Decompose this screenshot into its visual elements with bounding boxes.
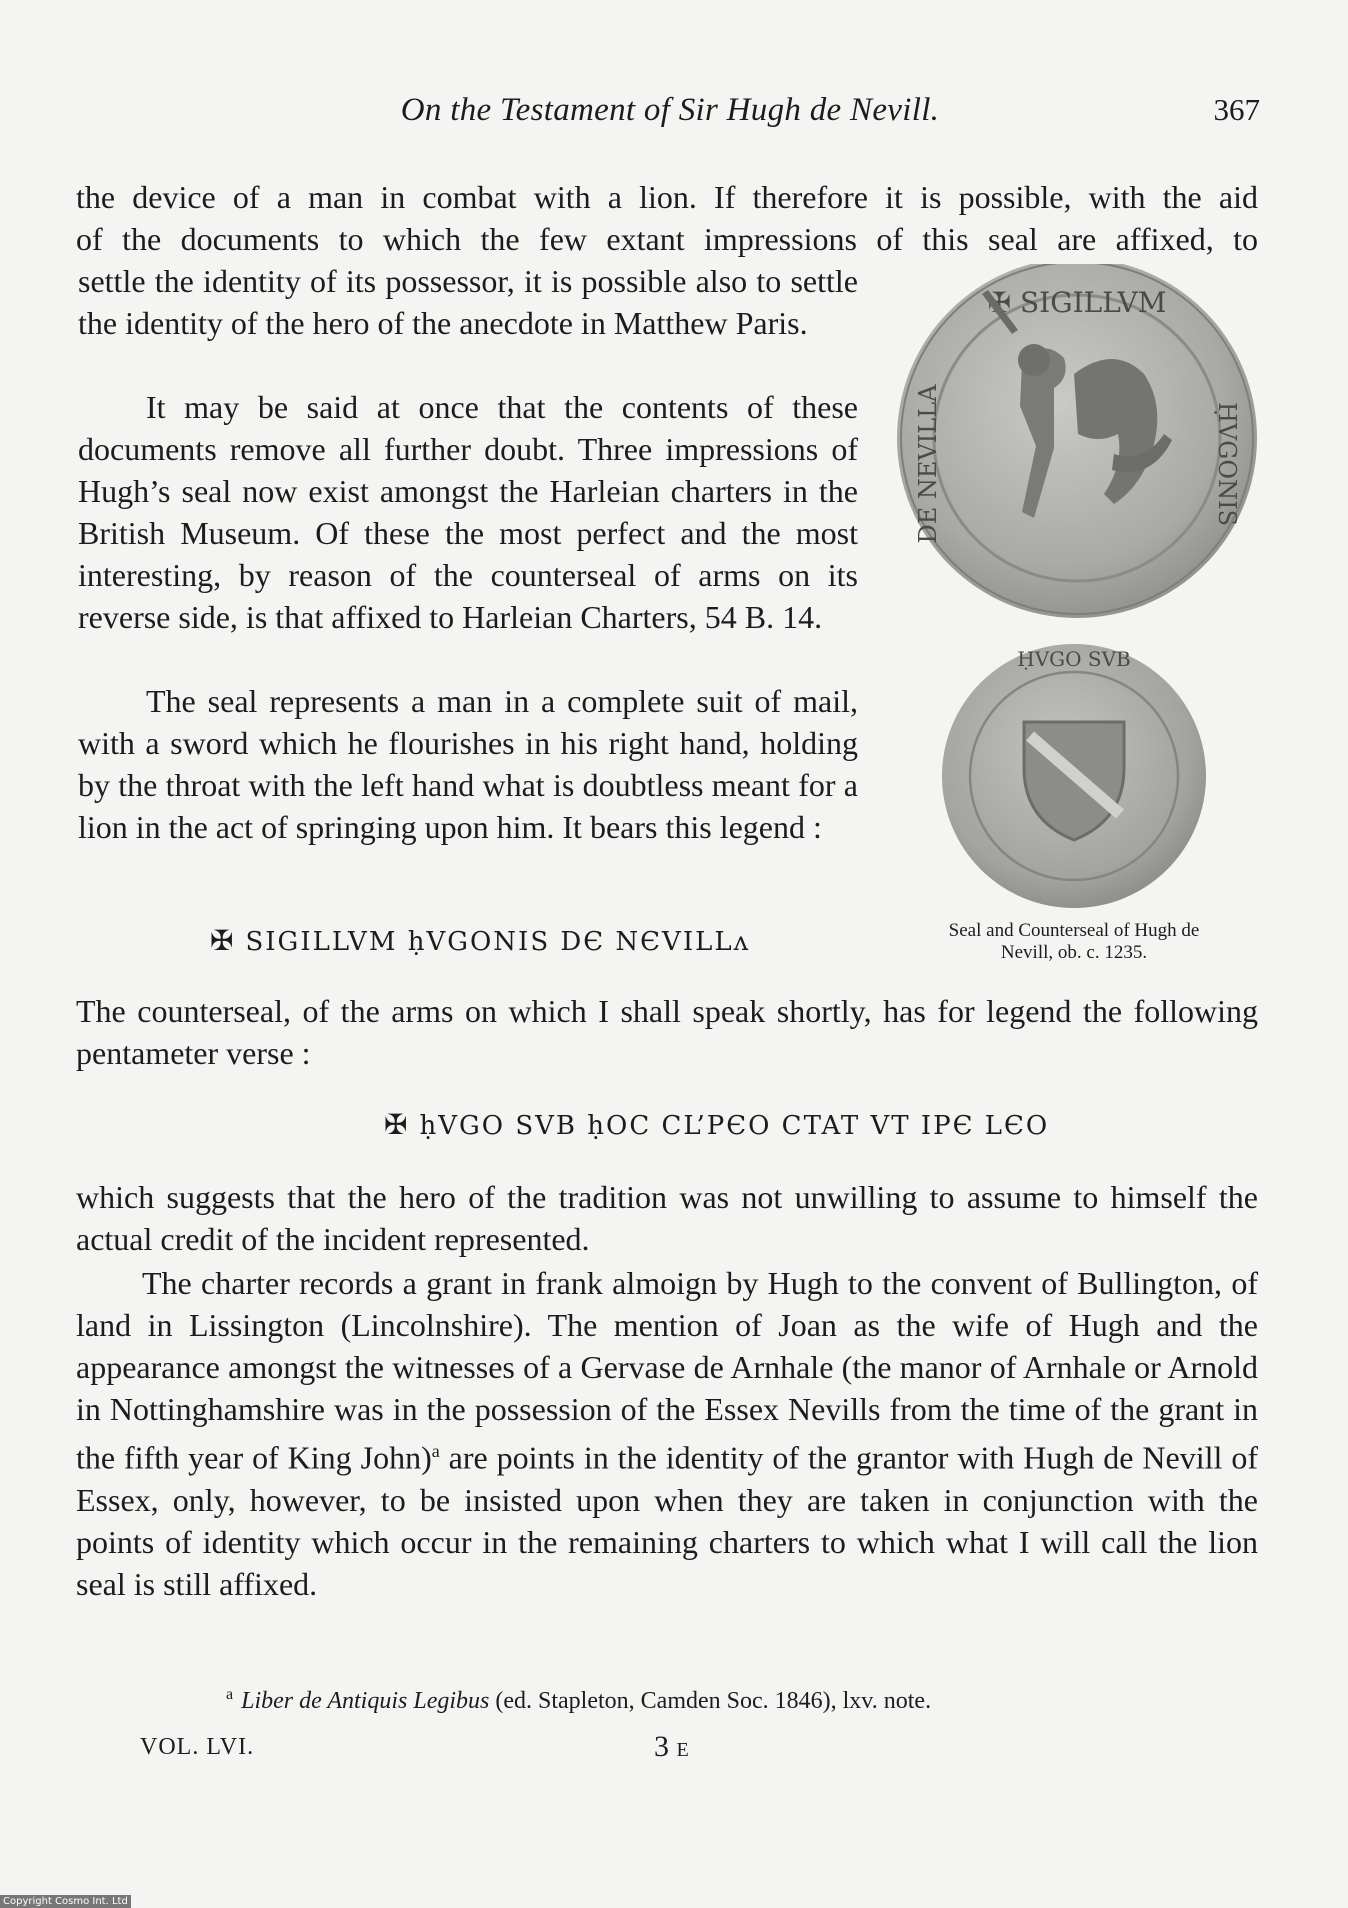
seal-figure: [884, 264, 1264, 964]
footnote-reference[interactable]: a: [431, 1441, 440, 1461]
svg-text:ḤVGONIS: ḤVGONIS: [1213, 401, 1241, 527]
svg-text:DE NEVILLA: DE NEVILLA: [914, 384, 942, 544]
footnote-text: (ed. Stapleton, Camden Soc. 1846), lxv. note.: [489, 1688, 932, 1714]
signature-letter: E: [676, 1739, 689, 1761]
seal-illustration: [884, 264, 1264, 914]
caption-line-1: Seal and Counterseal of Hugh de: [948, 920, 1200, 941]
signature-mark: [654, 1730, 689, 1764]
paragraph-1-line-1: the device of a man in combat with a lion. If therefore it is possible, with the aid: [76, 179, 1258, 215]
paragraph-3: The seal represents a man in a complete suit of mail, with a sword which he flourishes in his right hand, holding by the throat with the left hand what is doubtless meant for a lion in the act of springing upon him. It bears this legend :: [78, 683, 858, 845]
seal-legend: [210, 924, 750, 957]
page-number: 367: [1213, 92, 1260, 127]
paragraph-2: It may be said at once that the contents of these documents remove all further doubt. Three impressions of Hugh’s seal now exist amongst the Harleian charters in the British Museum. Of these the most perfect and the most interesting, by reason of the counterseal of arms on its reverse side, is that affixed to Harleian Charters, 54 B. 14.: [78, 389, 858, 635]
svg-text:ḤVGO SVB: ḤVGO SVB: [1017, 647, 1131, 671]
svg-text:✠ SIGILLVM: ✠ SIGILLVM: [987, 286, 1167, 319]
counterseal-legend-text: ḥVGO SVB ḥOC CL’PЄO CTAT VT IPЄ LЄO: [419, 1111, 1050, 1141]
paragraph-6: [76, 1262, 1258, 1605]
paragraph-1-line-2: of the documents to which the few extant impressions of this seal are affixed, to: [76, 221, 1258, 257]
counterseal-legend: [384, 1108, 1049, 1141]
cross-icon: ✠: [384, 1108, 410, 1141]
volume-label: VOL. LVI.: [140, 1734, 255, 1760]
page-header: [80, 92, 1260, 136]
paragraph-4: The counterseal, of the arms on which I shall speak shortly, has for legend the following pentameter verse :: [76, 993, 1258, 1071]
footnote-mark: a: [226, 1686, 234, 1703]
footnote-title: Liber de Antiquis Legibus: [241, 1688, 490, 1714]
cross-icon: ✠: [210, 924, 236, 957]
main-seal-icon: [897, 264, 1257, 618]
signature-number: 3: [654, 1730, 669, 1763]
footnote: [226, 1686, 1226, 1715]
counterseal-icon: [942, 644, 1206, 908]
paragraph-1-rest: settle the identity of its possessor, it is possible also to settle the identity of the hero of the anecdote in Matthew Paris.: [78, 263, 858, 341]
paragraph-5: which suggests that the hero of the tradition was not unwilling to assume to himself the actual credit of the incident represented.: [76, 1179, 1258, 1257]
caption-line-2: Nevill, ob. c. 1235.: [1000, 942, 1148, 963]
paragraph-6-end: are points in the identity of the grantor with Hugh de Nevill of Essex, only, however, to be insisted upon when they are taken in conjunction with the points of identity which occur in the remaining charters to which what I will call the lion seal is still affixed.: [76, 1439, 1259, 1602]
copyright-watermark: Copyright Cosmo Int. Ltd: [0, 1895, 131, 1908]
figure-caption: [884, 920, 1264, 964]
paragraph-6-text: The charter records a grant in frank almoign by Hugh to the convent of Bullington, of land in Lissington (Lincolnshire). The mention of Joan as the wife of Hugh and the appearance amongst the witnesses of a Gervase de Arnhale (the manor of Arnhale or Arnold in Nottinghamshire was in the possession of the Essex Nevills from the time of the grant in the fifth year of King John): [76, 1265, 1258, 1476]
running-title: On the Testament of Sir Hugh de Nevill.: [400, 92, 940, 128]
seal-legend-text: SIGILLVM ḥVGONIS DЄ NЄVILLᴧ: [245, 927, 751, 957]
